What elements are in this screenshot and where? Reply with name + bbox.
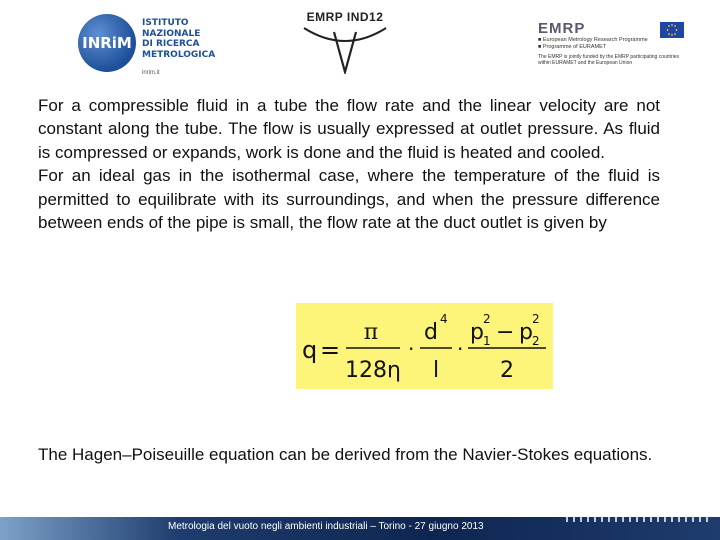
footer-text: [38, 443, 678, 467]
body-text: [38, 94, 660, 234]
formula-frac2-numerator: d: [424, 320, 438, 345]
emrp-funding-note: The EMRP is jointly funded by the EMRP participating countries within EURAMET and the European Union: [538, 54, 679, 66]
inrim-mark: INRiM: [78, 14, 136, 72]
formula-lhs: q: [302, 336, 318, 364]
formula-equals: =: [320, 336, 341, 364]
emrp-line2: ■ Programme of EURAMET: [538, 44, 607, 50]
formula-p1-subscript: 1: [483, 334, 491, 348]
emrp-ind12-title: EMRP IND12: [306, 10, 384, 24]
formula-frac2-denominator: l: [433, 358, 440, 383]
formula-p1: p: [470, 320, 484, 345]
formula-frac3-denominator: 2: [500, 358, 514, 383]
inrim-logo: [78, 8, 216, 78]
footer-caption: Metrologia del vuoto negli ambienti industriali – Torino - 27 giugno 2013: [168, 521, 484, 532]
paragraph-compressible-fluid: For a compressible fluid in a tube the flow rate and the linear velocity are not constant along the tube. The flow is usually expressed at outlet pressure. As fluid is compressed or expands, work is done and the fluid is heated and cooled.: [38, 96, 660, 162]
emrp-wordmark: EMRP: [538, 20, 586, 37]
eu-flag-icon: [660, 22, 684, 38]
formula-p1-exponent: 2: [483, 312, 491, 326]
ruler-ticks-decoration: [565, 511, 715, 523]
emrp-logo: [538, 20, 698, 70]
formula-dot-2: ·: [457, 337, 464, 361]
inrim-sub: inrim.it: [142, 70, 160, 76]
formula-frac1-denominator: 128η: [345, 358, 401, 383]
inrim-name: ISTITUTO NAZIONALE DI RICERCA METROLOGICA: [142, 18, 216, 60]
paragraph-ideal-gas: For an ideal gas in the isothermal case, where the temperature of the fluid is permitted to equilibrate with its surroundings, and when the pressure difference between ends of the pipe is small, the flow rate at the duct outlet is given by: [38, 166, 660, 233]
formula-box: [296, 303, 553, 389]
formula-p2-subscript: 2: [532, 334, 540, 348]
emrp-line1: ■ European Metrology Research Programme: [538, 37, 648, 43]
formula-p2: p: [519, 320, 533, 345]
formula-frac2-exponent: 4: [440, 312, 448, 326]
formula-p2-exponent: 2: [532, 312, 540, 326]
formula-dot-1: ·: [408, 337, 415, 361]
formula-frac1-numerator: π: [363, 320, 379, 345]
paragraph-hagen-poiseuille: The Hagen–Poiseuille equation can be derived from the Navier-Stokes equations.: [38, 445, 653, 464]
formula-minus: −: [496, 320, 515, 345]
emrp-ind12-emblem-icon: [300, 24, 390, 74]
emrp-ind12-logo: [300, 10, 390, 76]
